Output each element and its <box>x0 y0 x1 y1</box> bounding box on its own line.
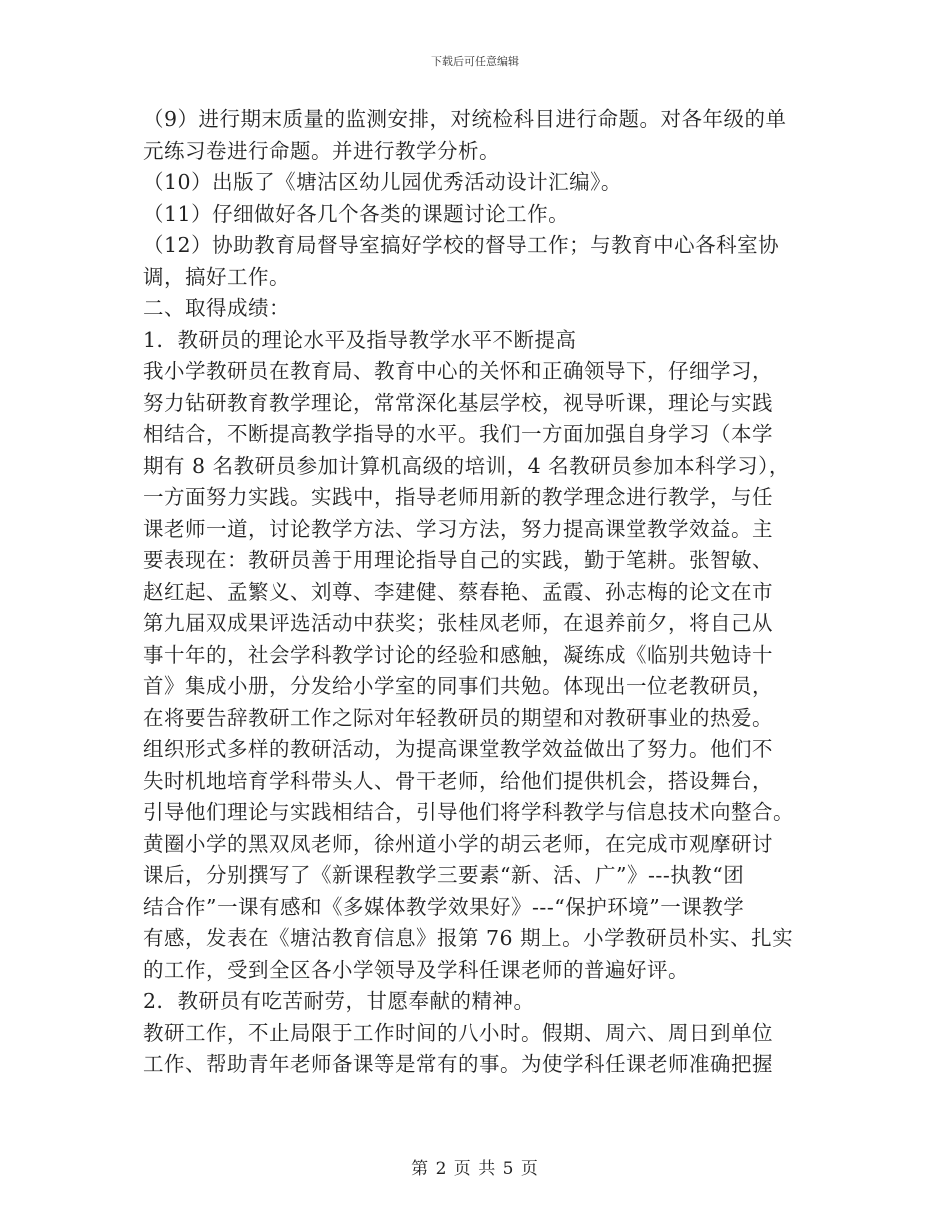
text-line: 组织形式多样的教研活动，为提高课堂教学效益做出了努力。他们不 <box>143 737 773 761</box>
text-line: 课后，分别撰写了《新课程教学三要素“新、活、广”》---执教“团 <box>143 863 745 887</box>
text-line: 失时机地培育学科带头人、骨干老师，给他们提供机会，搭设舞台， <box>143 768 773 793</box>
text-line: （11）仔细做好各几个各类的课题讨论工作。 <box>143 201 570 226</box>
page-footer: 第 2 页 共 5 页 <box>411 1159 539 1179</box>
text-line: 结合作”一课有感和《多媒体教学效果好》---“保护环境”一课教学 <box>143 894 745 919</box>
page-header: 下载后可任意编辑 <box>431 55 519 68</box>
text-line: 黄圈小学的黑双凤老师，徐州道小学的胡云老师，在完成市观摩研讨 <box>143 831 773 856</box>
text-line: （10）出版了《塘沽区幼儿园优秀活动设计汇编》。 <box>143 170 622 194</box>
text-line: 调，搞好工作。 <box>143 264 290 289</box>
text-line: 1．教研员的理论水平及指导教学水平不断提高 <box>143 327 577 352</box>
text-line: 在将要告辞教研工作之际对年轻教研员的期望和对教研事业的热爱。 <box>143 705 773 730</box>
text-line: 二、取得成绩： <box>143 296 290 320</box>
text-line: 一方面努力实践。实践中，指导老师用新的教学理念进行教学，与任 <box>143 485 773 509</box>
text-line: 2．教研员有吃苦耐劳，甘愿奉献的精神。 <box>143 989 535 1013</box>
text-line: 首》集成小册，分发给小学室的同事们共勉。体现出一位老教研员， <box>143 674 773 698</box>
text-line: （12）协助教育局督导室搞好学校的督导工作；与教育中心各科室协 <box>143 233 780 257</box>
text-line: 的工作，受到全区各小学领导及学科任课老师的普遍好评。 <box>143 957 689 982</box>
text-line: 事十年的，社会学科教学讨论的经验和感触，凝练成《临别共勉诗十 <box>143 642 773 667</box>
text-line: 期有 8 名教研员参加计算机高级的培训，4 名教研员参加本科学习）， <box>143 453 790 478</box>
text-line: 我小学教研员在教育局、教育中心的关怀和正确领导下，仔细学习， <box>143 359 773 383</box>
text-line: 工作、帮助青年老师备课等是常有的事。为使学科任课老师准确把握 <box>143 1052 773 1076</box>
text-line: 引导他们理论与实践相结合，引导他们将学科教学与信息技术向整合。 <box>143 800 794 824</box>
text-line: 元练习卷进行命题。并进行教学分析。 <box>143 138 500 163</box>
text-line: 课老师一道，讨论教学方法、学习方法，努力提高课堂教学效益。主 <box>143 516 773 541</box>
text-line: 努力钻研教育教学理论，常常深化基层学校，视导听课，理论与实践 <box>143 390 773 415</box>
text-line: 赵红起、孟繁义、刘尊、李建健、蔡春艳、孟霞、孙志梅的论文在市 <box>143 579 773 604</box>
text-line: （9）进行期末质量的监测安排，对统检科目进行命题。对各年级的单 <box>143 107 787 131</box>
text-line: 相结合，不断提高教学指导的水平。我们一方面加强自身学习（本学 <box>143 422 773 446</box>
text-line: 教研工作，不止局限于工作时间的八小时。假期、周六、周日到单位 <box>143 1020 773 1045</box>
text-line: 有感，发表在《塘沽教育信息》报第 76 期上。小学教研员朴实、扎实 <box>143 926 794 950</box>
text-line: 要表现在：教研员善于用理论指导自己的实践，勤于笔耕。张智敏、 <box>143 548 773 572</box>
text-line: 第九届双成果评选活动中获奖；张桂凤老师，在退养前夕，将自己从 <box>143 611 773 635</box>
